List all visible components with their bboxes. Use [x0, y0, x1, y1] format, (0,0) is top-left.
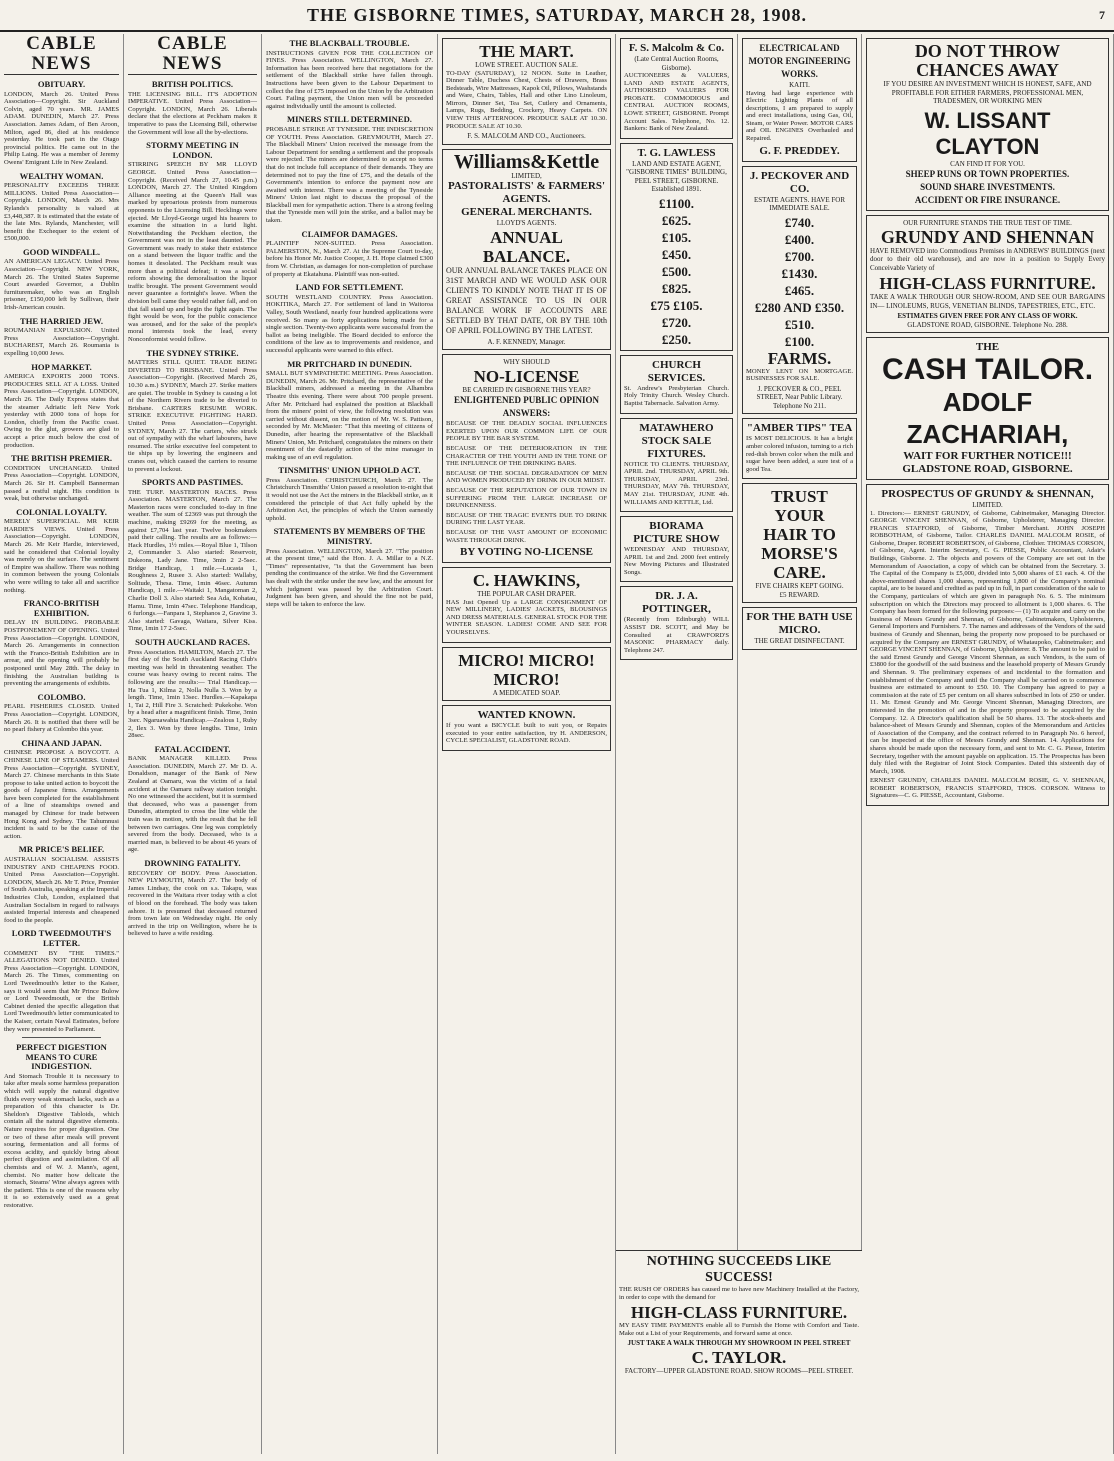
- ad-title: ELECTRICAL AND MOTOR ENGINEERING WORKS.: [748, 43, 851, 79]
- because-item: BECAUSE OF THE REPUTATION OF OUR TOWN IN SUFFERING FROM THE LARGE INCREASE OF DRUNKENNESS.: [446, 487, 607, 510]
- article: [128, 859, 257, 938]
- price: £500.: [661, 263, 692, 279]
- article-body: BANK MANAGER KILLED. Press Association. DUNEDIN, March 27. Mr D. A. Donaldson, manager of the Bank of New Zealand at Oamaru, was the victim of a fatal accident at the Oamaru railway station tonight. No one witnessed the accident, but it is surmised that deceased, who was a passenger from Dunedin, attempted to cross the line while the train was in motion, with the result that he fell between two carriages. One leg was completely severed from the body. Deceased, who is a married man, is believed to be about 46 years of age.: [128, 755, 257, 854]
- price: £700.: [784, 248, 815, 264]
- masthead: [0, 0, 1114, 32]
- article-headline: COLONIAL LOYALTY.: [16, 506, 107, 517]
- because-item: BECAUSE OF THE DEADLY SOCIAL INFLUENCES EXERTED UPON OUR COMMON LIFE OF OUR PEOPLE BY THE BAR SYSTEM.: [446, 420, 607, 443]
- ad-body: NOTICE TO CLIENTS. THURSDAY, APRIL 2nd. THURSDAY, APRIL 9th. THURSDAY, APRIL 23rd. THURSDAY, MAY 7th. THURSDAY, MAY 21st. THURSDAY, JUNE 4th. WILLIAMS AND KETTLE, Ltd.: [624, 460, 729, 506]
- ad-line: YOUR: [774, 506, 825, 526]
- ad-peckover: [742, 166, 857, 415]
- price: £1100.: [658, 195, 695, 211]
- ad-subtitle: A MEDICATED SOAP.: [492, 688, 561, 697]
- article-body: DELAY IN BUILDING. PROBABLE POSTPONEMENT OF OPENING. United Press Association—Copyright. LONDON, March 26. Arrangements in connection with the Franco-British Exhibition are in arrear, and the opening will probably be postponed until May 28th. The delay in finishing the Australian building is preventing the arrangements of exhibits.: [4, 619, 119, 688]
- column-6: [738, 34, 862, 1454]
- article-headline: CHINA AND JAPAN.: [21, 737, 102, 748]
- article-headline: TINSMITHS' UNION UPHOLD ACT.: [278, 465, 421, 476]
- article-body: Press Association. CHRISTCHURCH, March 27. The Christchurch Tinsmiths' Union passed a resolution to-night that it would not use the Act the miners in the Blackball strike, as it considered the principle of that Act fully upheld by the Arbitration Act, the principles of which the Union earnestly uphold.: [266, 476, 433, 522]
- ad-body: TO-DAY (SATURDAY), 12 NOON. Suite in Leather, Dinner Table, Duchess Chest, Chests of Drawers, Brass Bedsteads, Wire Mattresses, Kapok Oil, Pillows, Washstands and Ware, Chairs, Tables, Hall and other Lino Linoleum, Mirrors, Dinner Set, Tea Set, Cutlery and Ornaments, Lamps, Rugs, Bedding, Crockery, Heavy Carpets. ON VIEW THIS AFTERNOON. PRODUCE SALE AT 10.30. PRODUCE SALE AT 10.30.: [446, 69, 607, 130]
- article-body: Press Association. WELLINGTON, March 27. "The position at the present time," said the Hon. J. A. Millar to a N.Z. "Times" representative, "is that the Government has been pending the continuance of the strike. We find the Government has dealt with the strike under the new law, and the amount for which judgment was passed by the Arbitration Court. Judgment has been given, and should the fine not be paid, steps will be taken to enforce the law.: [266, 547, 433, 608]
- article-headline: STATEMENTS BY MEMBERS OF THE MINISTRY.: [273, 526, 426, 547]
- article: [4, 1043, 119, 1209]
- ad-subtitle: LIMITED,: [511, 171, 542, 180]
- article-headline: GOOD WINDFALL.: [22, 246, 101, 257]
- price: £510.: [784, 316, 815, 332]
- ad-title: F. S. Malcolm & Co.: [628, 42, 725, 54]
- ad-hawkins: [442, 567, 611, 642]
- article-headline: THE BRITISH PREMIER.: [11, 453, 112, 464]
- ad-pottinger: [620, 586, 733, 660]
- section-title: CABLE NEWS: [4, 34, 119, 75]
- because-item: BECAUSE OF THE TRAGIC EVENTS DUE TO DRINK DURING THE LAST YEAR.: [446, 511, 607, 527]
- ad-subtitle: ESTATE AGENTS. HAVE FOR IMMEDIATE SALE.: [753, 195, 846, 213]
- article-headline: BRITISH POLITICS.: [151, 79, 234, 89]
- ad-title: NOTHING SUCCEEDS LIKE SUCCESS!: [646, 1254, 832, 1285]
- article-body: AUSTRALIAN SOCIALISM. ASSISTS INDUSTRY AND CHEAPENS FOOD. United Press Association—Copyright. LONDON, March 26. Mr T. Price, Premier of South Australia, speaking at the Imperial Industries Club, London, explained that Australian Socialism in regard to railways assisted Imperial interests and cheapened food to the people.: [4, 856, 119, 924]
- ad-heading: ENLIGHTENED PUBLIC OPINION ANSWERS:: [453, 395, 600, 419]
- article-headline: SPORTS AND PASTIMES.: [141, 477, 243, 488]
- column-5: [616, 34, 738, 1454]
- ad-line: SOUND SHARE INVESTMENTS.: [920, 182, 1055, 192]
- article-body: THE TURF. MASTERTON RACES. Press Association. MASTERTON, March 27. The Masterton races were concluded to-day in fine weather. The sum of £2369 was put through the machine, making £9269 for the meeting, as against £7,704 last year. Twelve bookmakers paid their calling. The results are as follows:— Hack Hurdles, 1½ miles.—Royal Blue 1, Tilson 2, Commander 3. Also started: Reservoir, Dukeons, Lady Jane. Time, 3min 2 2-5sec. Bridge Handicap, 1 mile.—Lucasta 1, Roughness 2, Rusee 3. Also started: Wallaby, Solitude, Thesa. Time, 1min 46sec. Autumn Handicap, 1 mile.—Waitaki 1, Mangatoman 2, Charlie Doll 3. Also started: Sea Ada, Kohatau, Hamu. Time, 1min 47sec. Telephone Handicap, 6 furlongs.—Fanpara 1, Stephanos 2, Gravine 3. Also started: Gavaga, Waitara, Silver Kiss. Time, 1min 17 2-5sec.: [128, 488, 257, 633]
- article: [4, 929, 119, 1033]
- ad-title: T. G. LAWLESS: [637, 146, 716, 159]
- article: [266, 527, 433, 608]
- ad-body: If you want a BICYCLE built to suit you, or Repairs executed to your entire satisfaction, try H. ANDERSON, CYCLE SPECIALIST, GLADSTONE ROAD.: [446, 722, 607, 745]
- article-headline: CLAIMFOR DAMAGES.: [301, 228, 398, 239]
- article-headline: HOP MARKET.: [31, 361, 92, 372]
- ad-title: J. PECKOVER AND CO.: [749, 169, 850, 195]
- ad-subtitle: (Late Central Auction Rooms, Gisborne).: [634, 55, 719, 72]
- article: [266, 39, 433, 110]
- article: [128, 478, 257, 633]
- ad-title: GRUNDY AND SHENNAN: [880, 226, 1095, 247]
- ad-line: GENERAL MERCHANTS.: [461, 206, 592, 219]
- article: [4, 693, 119, 734]
- article-headline: MR PRITCHARD IN DUNEDIN.: [287, 358, 412, 369]
- ad-signature: A. F. KENNEDY, Manager.: [487, 337, 566, 346]
- ad-bath-micro: [742, 607, 857, 650]
- article-body: INSTRUCTIONS GIVEN FOR THE COLLECTION OF FINES. Press Association. WELLINGTON, March 27. Information has been received here that negotiations for the settlement of the Blackball strike have fallen through. Instructions have been given to the Labour Department to collect the fine of £75 imposed on the Union by the Arbitration Court. Failing payment, the Union men will be proceeded against individually until the amount is collected.: [266, 49, 433, 110]
- ad-signature: G. F. PREDDEY.: [759, 144, 840, 157]
- ad-title: WANTED KNOWN.: [477, 709, 576, 722]
- article-body: THE LICENSING BILL. IT'S ADOPTION IMPERATIVE. United Press Association—Copyright. LONDON, March 26. Liberals declare that the elections at Peckham makes it imperative to pass the Licensing Bill, otherwise the Government will lose all the by-elections.: [128, 90, 257, 136]
- article: [4, 508, 119, 595]
- ad-footer: ESTIMATES GIVEN FREE FOR ANY CLASS OF WORK.: [897, 312, 1078, 320]
- ad-line: TRUST: [771, 487, 828, 507]
- ad-body: AUCTIONEERS & VALUERS, LAND AND ESTATE AGENTS, AUTHORISED VALUERS FOR PROBATE. COMMODIOUS and CENTRAL AUCTION ROOMS, LOWE STREET, GISBORNE. Prompt Account Sales. Telephone, No. 12. Bankers: Bank of New Zealand.: [624, 72, 729, 133]
- price: £250.: [661, 331, 692, 347]
- price: £400.: [784, 231, 815, 247]
- ad-body: 1. Directors:— ERNEST GRUNDY, of Gisborne, Cabinetmaker, Managing Director. GEORGE VINCENT SHENNAN, of Gisborne, Upholsterer, Managing Director. FRANCIS STAFFORD, of Gisborne, Timber Merchant. JOHN JOSEPH ROBBOTHAM, of Gisborne, Tailor. CHARLES DANIEL MALCOLM ROSIE, of Gisborne, Draper. ROBERT ROBERTSON, of Gisborne, Clothier. THOMAS CORSON, of Gisborne, Agent. Interim Secretary, C. G. PIESSE, Public Accountant, Adair's Buildings, Gisborne. 2. The objects and powers of the Company are set out in the Memorandum of Association, a copy of which can be obtained from the Secretary. 3. The Capital of the Company is £5,000, divided into 5,000 shares of £1 each. 4. Of the above-mentioned shares 1,000 shares, representing 1,800 of the Company's nominal capital, are to be issued and credited as paid up in full, in part consideration of the sale to the Company, particulars of which are given in paragraph No. 6. 5. The minimum subscription on which the Directors may proceed to allotment is 1,000 shares. 6. The Company has been formed for the following purposes:— (1) To acquire and carry on the business of Messrs Grundy and Shennan, of Gisborne, Cabinetmakers, Upholsterers, General Importers and Furnishers. 7. The names and addresses of the Vendors of the said business of Grundy and Shennan, being the property now proposed to be purchased or acquired by the Company are ERNEST GRUNDY, of Whataupoko, Cabinetmaker; and GEORGE VINCENT SHENNAN, of Gisborne, Upholsterer. 8. The amount to be paid to the said Ernest Grundy and George Vincent Shennan, as such Vendors, is the sum of £3800 for the goodwill of the said business and the leasehold property of Messrs Grundy and Shennan. 9. The preliminary expenses of and incidental to the formation and establishment of the Company and until the Company shall be carried on to commence business are estimated to amount to £50. 10. The Company has agreed to pay a commission at the rate of £5 per centum on all shares subscribed in lots of 250 or under. 11. Mr. Ernest Grundy and Mr. George Vincent Shennan, Managing Directors, are interested in the promotion of and in the property proposed to be acquired by the Company. 12. A Director's qualification shall be 50 shares. 13. The stock-sheets and balance-sheet of Messrs Grundy and Shennan, copies of the Memorandum and Articles of Association of the Company, and the contract referred to in Paragraph No. 6 hereof, can be inspected at the office of Messrs Grundy and Shennan. 14. Applications for shares should be made upon the necessary form, and sent to Mr. C. G. Piesse, Interim Secretary, together with the amount payable on application. 15. The Prospectus has been duly filed with the Registrar of Joint Stock Companies. Dated this sixteenth day of March, 1908.: [870, 509, 1105, 775]
- masthead-title: THE GISBORNE TIMES, SATURDAY, MARCH 28, 1908.: [306, 5, 808, 25]
- ad-line: PASTORALISTS' & FARMERS': [447, 180, 606, 193]
- article-body: And Stomach Trouble it is necessary to take after meals some harmless preparation which will supply the natural digestive fluids every weak stomach lacks, such as a preparation of this character is Dr. Sheldon's Digestive Tabloids, which contain all the natural digestive elements. Nature requires for proper digestion. One or two of these after meals will prevent souring, fermentation and all forms of excess acidity, and quickly bring about perfect digestion and assimilation. Of all chemists and of W. J. Mann's, agent, chemist. No matter how delicate the stomach, Steams' Wine always agrees with the patient. This is one of the reasons why it is so extensively used as a great restorative.: [4, 1072, 119, 1209]
- ad-signature: C. TAYLOR.: [691, 1347, 787, 1367]
- ad-body: MY EASY TIME PAYMENTS enable all to Furnish the Home with Comfort and Taste. Make out a List of your Requirements, and forward same at once.: [619, 1322, 859, 1337]
- article: [128, 80, 257, 136]
- ad-name: ADOLF ZACHARIAH,: [906, 387, 1069, 449]
- article: [128, 745, 257, 854]
- page-number: 7: [1099, 8, 1106, 22]
- ad-footer: FIVE CHAIRS KEPT GOING.: [755, 582, 844, 591]
- ad-title: DR. J. A. POTTINGER,: [642, 590, 711, 616]
- article-headline: SOUTH AUCKLAND RACES.: [135, 636, 250, 647]
- price: £825.: [661, 280, 692, 296]
- column-7: [862, 34, 1114, 1454]
- ad-subtitle: KAITI.: [789, 81, 810, 89]
- article-headline: MINERS STILL DETERMINED.: [287, 114, 412, 125]
- ad-do-not-throw: [866, 38, 1109, 211]
- article-headline: FATAL ACCIDENT.: [154, 743, 231, 754]
- ad-wanted-known: [442, 705, 611, 751]
- ad-body: MONEY LENT ON MORTGAGE. BUSINESSES FOR SALE.: [746, 367, 853, 383]
- ad-lawless: [620, 143, 733, 351]
- price: £1430.: [781, 265, 818, 281]
- ad-title: PROSPECTUS OF GRUNDY & SHENNAN,: [881, 488, 1094, 500]
- ad-heading: HIGH-CLASS FURNITURE.: [630, 1303, 848, 1323]
- ad-title: C. HAWKINS,: [472, 571, 581, 591]
- article-body: PEARL FISHERIES CLOSED. United Press Association—Copyright. LONDON, March 26. It is notified that there will be no pearl fishery at Colombo this year.: [4, 703, 119, 734]
- ad-electrical: [742, 38, 857, 162]
- article-headline: DROWNING FATALITY.: [144, 858, 241, 868]
- article: [128, 349, 257, 474]
- ad-stock-sale: [620, 418, 733, 513]
- price: £105.: [661, 229, 692, 245]
- ad-body: HAS Just Opened Up a LARGE CONSIGNMENT OF NEW MILLINERY, LADIES' JACKETS, BLOUSINGS AND DRESS MATERIALS. GENERAL STOCK FOR THE WINTER SEASON. LADIES! COME AND SEE FOR YOURSELVES.: [446, 598, 607, 637]
- because-item: BECAUSE OF THE DETERIORATION IN THE CHARACTER OF THE YOUTH AND IN THE TONE OF THE INFLUENCE OF THE DRINKING BARS.: [446, 445, 607, 468]
- ad-body: IS MOST DELICIOUS. It has a bright amber colored infusion, turning to a rich red-dish brown color when the milk and sugar have been added, a sure test of a good Tea.: [746, 435, 853, 473]
- ad-body: IF YOU DESIRE AN INVESTMENT WHICH IS HONEST, SAFE, AND PROFITABLE FOR EITHER FARMERS, PROFESSIONAL MEN, TRADESMEN, OR WORKING MEN: [883, 80, 1092, 105]
- article-body: STIRRING SPEECH BY MR LLOYD GEORGE. United Press Association—Copyright. (Received March 27, 10.45 p.m.) LONDON, March 27. The United Kingdom Alliance meeting at the Queen's Hall was marked by uproarious protests from numerous opponents to the Licensing Bill. Hecklings were ejected. Mr Lloyd-George urged his hearers to examine the situation in a lurid light. Notwithstanding the Peckham election, the Government was not in the least daunted. The Government was ready to stake their existence on a stand between the liquor traffic and the homes it desolated. The Peckham result was more than a political defeat; it was a social reform showing the demoralisation the liquor traffic brought. The present Government would never guarantee a fortnight's leave. When the division bell came they would rather fall, and on that fall stand up and begin the fight again. The fight would be won, for the public conscience was aroused, and for the sake of the people's moral interests took the lead, every Nonconformist would follow.: [128, 161, 257, 343]
- ad-body: HAVE REMOVED into Commodious Premises in ANDREWS' BUILDINGS (next door to their old warehouse), and are now in a position to Supply Every Conceivable Variety of: [870, 246, 1105, 272]
- article: [4, 172, 119, 243]
- article-body: AN AMERICAN LEGACY. United Press Association—Copyright. NEW YORK, March 26. The United States Supreme Court awarded Governor, a Dublin furnituremaker, who was an English prisoner, £150,000 left by Sullivan, their Irish-American cousin.: [4, 258, 119, 312]
- article-headline: OBITUARY.: [37, 79, 86, 89]
- article-headline: PERFECT DIGESTION MEANS TO CURE INDIGESTION.: [16, 1042, 107, 1072]
- ad-reward: £5 REWARD.: [779, 590, 820, 599]
- ad-heading: HIGH-CLASS FURNITURE.: [879, 274, 1096, 293]
- ad-signature: J. PECKOVER & CO., PEEL STREET, Near Public Library. Telephone No 211.: [756, 384, 843, 410]
- ad-title: NO-LICENSE: [473, 366, 580, 386]
- article-headline: WEALTHY WOMAN.: [19, 170, 104, 181]
- ad-line: MORSE'S: [761, 544, 838, 564]
- ad-address: FACTORY—UPPER GLADSTONE ROAD. SHOW ROOMS—PEEL STREET.: [624, 1366, 854, 1375]
- ad-title: DO NOT THROW CHANCES AWAY: [914, 41, 1061, 80]
- ad-line: LLOYD'S AGENTS.: [496, 219, 557, 228]
- article-body: SOUTH WESTLAND COUNTRY. Press Association. HOKITIKA, March 27. For settlement of land in Waitoroa Valley, South Westland, nearly four hundred applications were received. So many as forty applications being made for a single section. Twenty-two applicants were successful from the ballot as being ineligible. The Board decided to enforce the conditions of the law as to improvements and residence, and successful applicants were warned to this effect.: [266, 293, 433, 354]
- ad-title: CASH TAILOR.: [881, 353, 1094, 386]
- article-body: ROUMANIAN EXPULSION. United Press Association—Copyright. BUCHAREST, March 26. Roumania is expelling 10,000 Jews.: [4, 327, 119, 357]
- ad-body: OUR ANNUAL BALANCE TAKES PLACE ON 31ST MARCH AND WE WOULD ASK OUR CLIENTS TO KINDLY NOTE THAT IT IS OF GREAT ASSISTANCE TO US IN OUR BALANCE WORK IF ACCOUNTS ARE SETTLED BY THAT DATE, OR BY THE 10th OF APRIL FOLLOWING BY THE LATEST.: [446, 265, 607, 335]
- ad-grundy-shennan: [866, 215, 1109, 333]
- article-body: CONDITION UNCHANGED. United Press Association—Copyright. LONDON, March 26. Sir H. Campbell Bannerman passed a restful night. His condition is weak, but otherwise unchanged.: [4, 464, 119, 503]
- price: £450.: [661, 246, 692, 262]
- ad-line: CARE.: [773, 563, 826, 583]
- ad-line: WHY SHOULD: [503, 358, 550, 367]
- ad-line: SHEEP RUNS OR TOWN PROPERTIES.: [905, 169, 1070, 179]
- article-body: PROBABLE STRIKE AT TYNESIDE. THE INDISCRETION OF YOUTH. Press Association. GREYMOUTH, March 27. The Blackball Miners' Union received the message from the Labour Department for sending a settlement and the proposals were rejected. The miners are determined to accept no terms that do not include full acceptance of their demands. They are determined not to pay the fine of £75, and the details of the Government's intention to enforce the payment now are awaited with interest. There was a meeting of the Tyneside Miners' Union last night to discuss the proposal of the Blackball men for sympathetic action. There is a strong feeling that the Tyneside men will join the strike, and a ballot may be taken.: [266, 125, 433, 225]
- article: [266, 360, 433, 462]
- article-headline: COLOMBO.: [37, 691, 86, 702]
- ad-prospectus: [866, 484, 1109, 806]
- ad-amber-tips: [742, 418, 857, 479]
- ad-address: GLADSTONE ROAD, GISBORNE.: [902, 463, 1073, 475]
- ad-williams-kettle: [442, 149, 611, 351]
- ad-subtitle: CAN FIND IT FOR YOU.: [950, 159, 1025, 168]
- price: £465.: [784, 282, 815, 298]
- article: [266, 466, 433, 522]
- article-headline: LAND FOR SETTLEMENT.: [295, 282, 404, 293]
- ad-subtitle: THE POPULAR CASH DRAPER.: [477, 590, 576, 599]
- divider: [22, 1037, 101, 1038]
- ad-body: WEDNESDAY AND THURSDAY, APRIL 1st and 2nd. 2000 feet entirely New Moving Pictures and Illustrated Songs.: [624, 546, 729, 576]
- article-body: AMERICA EXPORTS 2000 TONS. PRODUCERS SELL AT A LOSS. United Press Association—Copyright. LONDON, March 26. The Daily Express states that the steamer Adriatic left New York yesterday with 2000 tons of hops for London, chiefly from the Pacific coast. Owing to the glut, growers are glad to accept a price much below the cost of production.: [4, 373, 119, 449]
- ad-lead: OUR FURNITURE STANDS THE TRUE TEST OF TIME.: [903, 219, 1072, 227]
- ad-title: Williams&Kettle: [453, 150, 600, 173]
- ad-body: TAKE A WALK THROUGH OUR SHOW-ROOM, AND SEE OUR BARGAINS IN— LINOLEUMS, RUGS, VENETIAN BLINDS, TAPESTRIES, ETC., ETC.: [870, 293, 1105, 310]
- ad-heading: ANNUAL BALANCE.: [482, 227, 571, 266]
- ad-title: MICRO! MICRO! MICRO!: [458, 650, 595, 689]
- ad-title: BIORAMA PICTURE SHOW: [633, 520, 720, 546]
- because-item: BECAUSE OF THE SOCIAL DEGRADATION OF MEN AND WOMEN PRODUCED BY DRINK IN OUR MIDST.: [446, 469, 607, 485]
- ad-trust-hair: [742, 483, 857, 603]
- ad-subtitle: LOWE STREET. AUCTION SALE.: [475, 61, 578, 69]
- article: [4, 363, 119, 450]
- ad-church-services: [620, 355, 733, 414]
- article-body: LONDON, March 26. United Press Association—Copyright. Sir Auckland Colvin, aged 70 years. MR. JAMES ADAM. DUNEDIN, March 27. Press Association. James Adam, of Ben Aroon, Milton, aged 86, died at his residence yesterday. He took part in the Otago provincial politics. He came out in the Philip Laing. He was a member of Jeremy Owens' Emigrant Life in New Zealand.: [4, 90, 119, 166]
- article-headline: LORD TWEEDMOUTH'S LETTER.: [11, 928, 112, 948]
- article-headline: FRANCO-BRITISH EXHIBITION.: [23, 598, 100, 618]
- ad-cash-tailor: [866, 337, 1109, 480]
- ad-no-license: [442, 354, 611, 563]
- article-body: COMMENT BY "THE TIMES." ALLEGATIONS NOT DENIED. United Press Association—Copyright. LONDON, March 26. The Times, commenting on Lord Tweedmouth's letter to the Kaiser, says it would seem that Mr Prince Bulow or Lord Tweedmouth, or the British Cabinet denied the specific allegation that Lord Tweedmouth's letter communicated to the Kaiser, certain Naval Estimates, before they were presented to Parliament.: [4, 949, 119, 1033]
- price: £75 £105.: [650, 297, 703, 313]
- article-headline: MR PRICE'S BELIEF.: [18, 844, 105, 855]
- article: [4, 599, 119, 688]
- ad-title: MATAWHERO STOCK SALE FIXTURES.: [639, 421, 714, 460]
- ad-subtitle: THE GREAT DISINFECTANT.: [754, 637, 845, 646]
- article-body: CHINESE PROPOSE A BOYCOTT. A CHINESE LINE OF STEAMERS. United Press Association—Copyright. SYDNEY, March 27. Chinese merchants in this State propose to take united action to boycott the goods of Japanese firms. Arrangements have been completed for the establishment of a line of steamships owned and managed by Chinese for trade between Hong Kong and Sydney. The Tahumnusi incident is said to be the cause of the action.: [4, 749, 119, 840]
- article-body: RECOVERY OF BODY. Press Association. NEW PLYMOUTH, March 27. The body of James Lindsay, the cook on s.s. Takapu, was recovered in the Waitara river today with a clot of blood on the forehead. The body was taken ashore. It is presumed that deceased returned from town late on Wednesday night. He only arrived in the trip on Wellington, where he is believed to have a wife residing.: [128, 869, 257, 938]
- article: [4, 80, 119, 167]
- article-headline: STORMY MEETING IN LONDON.: [146, 140, 239, 160]
- column-1: [0, 34, 124, 1454]
- ad-body: St. Andrew's Presbyterian Church. Holy Trinity Church. Wesley Church. Baptist Tabernacle. Salvation Army.: [624, 384, 729, 407]
- article: [266, 283, 433, 354]
- ad-biorama: [620, 516, 733, 582]
- ad-micro: [442, 647, 611, 702]
- ad-title: THE MART.: [479, 42, 574, 61]
- article-body: MATTERS STILL QUIET. TRADE BEING DIVERTED TO BRISBANE. United Press Association—Copyright. (Received March 26, 10.30 a.m.) SYDNEY, March 27. Strike matters are quiet. The trouble in Sydney is causing a lot of the Northern Rivers trade to be diverted to Brisbane. CARTERS RESUME WORK. STRIKE EXECUTIVE FIGHTING HARD. United Press Association—Copyright. SYDNEY, March 27. The carters, who struck out of sympathy with the wharf labourers, have resumed. The strike executive feel competent to tie ships up by lowering the engineers and cranes out, which caused the carriers to resume to prevent a lockout.: [128, 359, 257, 473]
- section-title: CABLE NEWS: [128, 34, 257, 75]
- ad-title: CHURCH SERVICES.: [647, 358, 706, 384]
- ad-signature: GLADSTONE ROAD, GISBORNE. Telephone No. 288.: [907, 320, 1068, 329]
- ad-line: ACCIDENT OR FIRE INSURANCE.: [914, 195, 1061, 205]
- ad-heading: FARMS.: [767, 348, 832, 368]
- article-body: Press Association. HAMILTON, March 27. The first day of the South Auckland Racing Club's meeting was held in threatening weather. The course was heavy owing to recent rains. The following are the results:— Trial Handicap.—Ha Tua 1, Kilma 2, Nolla Nulla 3. Won by a length. Time, 1min 13sec. Hurdles.—Kapakapa 1, Tai 2, Hill Fire 3. Scratched: Pukekohe. Won by a head after a magnificent finish. Time, 3min 3sec. Ngaruawahia Handicap.—Zealous 1, Ruby 2, Ilex 3. Won by three lengths. Time, 1min 28sec.: [128, 648, 257, 740]
- ad-title: "AMBER TIPS" TEA: [746, 422, 853, 435]
- ad-the-mart: [442, 38, 611, 145]
- ad-body: (Recently from Edinburgh) WILL ASSIST DR. SCOTT, and May be Consulted at CRAWFORD'S MASONIC PHARMACY daily. Telephone 247.: [624, 616, 729, 654]
- article: [128, 141, 257, 343]
- ad-line: AGENTS.: [502, 193, 551, 206]
- ad-subtitle: BE CARRIED IN GISBORNE THIS YEAR?: [462, 385, 591, 394]
- article: [266, 115, 433, 224]
- article: [4, 739, 119, 841]
- column-4: [438, 34, 616, 1454]
- ad-footer: JUST TAKE A WALK THROUGH MY SHOWROOM IN PEEL STREET: [627, 1339, 851, 1348]
- column-3: [262, 34, 438, 1454]
- price: £280 AND £350.: [754, 299, 845, 315]
- ad-signatures: ERNEST GRUNDY, CHARLES DANIEL MALCOLM ROSIE, G. V. SHENNAN, ROBERT ROBERTSON, FRANCIS STAFFORD, THOS. CORSON. Witness to Signatures—C. G. PIESSE, Accountant, Gisborne.: [870, 777, 1105, 800]
- article-headline: THE SYDNEY STRIKE.: [146, 347, 239, 358]
- ad-notice: WAIT FOR FURTHER NOTICE!!!: [903, 450, 1072, 462]
- because-item: BECAUSE OF THE VAST AMOUNT OF ECONOMIC WASTE THROUGH DRINK.: [446, 528, 607, 544]
- ad-line: THE: [975, 341, 1000, 353]
- article-headline: THE HARRIED JEW.: [19, 315, 103, 326]
- article-body: PERSONALITY EXCEEDS THREE MILLIONS. United Press Association—Copyright. LONDON, March 26. Mrs Rylands's personality is valued at £3,448,387. It is estimated that the estate of the late Mrs. Rylands, Manchester, will benefit the Exchequer to the extent of £500,000.: [4, 182, 119, 243]
- article: [4, 248, 119, 312]
- price: £740.: [784, 214, 815, 230]
- price: £100.: [784, 333, 815, 349]
- article: [128, 638, 257, 740]
- ad-footer: BY VOTING NO-LICENSE: [459, 546, 594, 559]
- article: [4, 454, 119, 503]
- article-body: SMALL BUT SYMPATHETIC MEETING. Press Association. DUNEDIN, March 26. Mr. Pritchard, the representative of the Blackball miners, addressed a meeting in the Alhambra Theatre this evening. There were about 700 people present. After Mr. Pritchard had explained the position at Blackball from the miners' point of view, the following resolution was carried without dissent, on the motion of Mr. W. S. Pattison, seconded by Mr. McMaster: "That this meeting of citizens of Dunedin, after hearing the representative of the Blackball Miners' Union, Mr. Pritchard, congratulates the miners on their resentment of the dastardly action of the mine manager in making use of an evil regulation.: [266, 370, 433, 461]
- ad-body: Having had large experience with Electric Lighting Plants of all descriptions, I am prepared to supply and erect installations, using Gas, Oil, Steam, or Water Power. MOTOR CARS and OIL ENGINES Overhauled and Repaired.: [746, 89, 853, 143]
- ad-nothing-succeeds: [616, 1250, 862, 1456]
- ad-line: HAIR TO: [763, 525, 836, 545]
- article: [4, 317, 119, 358]
- price: £625.: [661, 212, 692, 228]
- ad-malcolm: [620, 38, 733, 139]
- ad-body: THE RUSH OF ORDERS has caused me to have new Machinery Installed at the Factory, in order to cope with the demand for: [619, 1286, 859, 1301]
- article-body: PLAINTIFF NON-SUITED. Press Association. PALMERSTON, N., March 27. At the Supreme Court to-day, before his Honor Mr. Justice Cooper, J. H. Hope claimed £300 from W. Christian, as damages for non-completion of purchase of property at Ekatahuna. Plaintiff was non-suited.: [266, 240, 433, 278]
- ad-subtitle: LAND AND ESTATE AGENT, "GISBORNE TIMES" BUILDING, PEEL STREET, GISBORNE. Established 1891.: [626, 159, 727, 194]
- article-body: MERELY SUPERFICIAL. MR KEIR HARDIE'S VIEWS. United Press Association—Copyright. LONDON, March 26. Mr Keir Hardie, interviewed, said he considered that Colonial loyalty was merely on the surface. The sentiment of Empire was shallow. There was nothing in common between the young Colonials who were willing to take all and sacrifice nothing.: [4, 518, 119, 594]
- article: [4, 845, 119, 924]
- ad-subtitle: LIMITED.: [972, 501, 1003, 509]
- article-headline: THE BLACKBALL TROUBLE.: [289, 38, 410, 48]
- column-2: [124, 34, 262, 1454]
- ad-name: W. LISSANT CLAYTON: [924, 107, 1051, 159]
- ad-signature: F. S. MALCOLM AND CO., Auctioneers.: [467, 132, 586, 141]
- article: [266, 230, 433, 279]
- ad-title: FOR THE BATH USE MICRO.: [746, 611, 853, 637]
- price: £720.: [661, 314, 692, 330]
